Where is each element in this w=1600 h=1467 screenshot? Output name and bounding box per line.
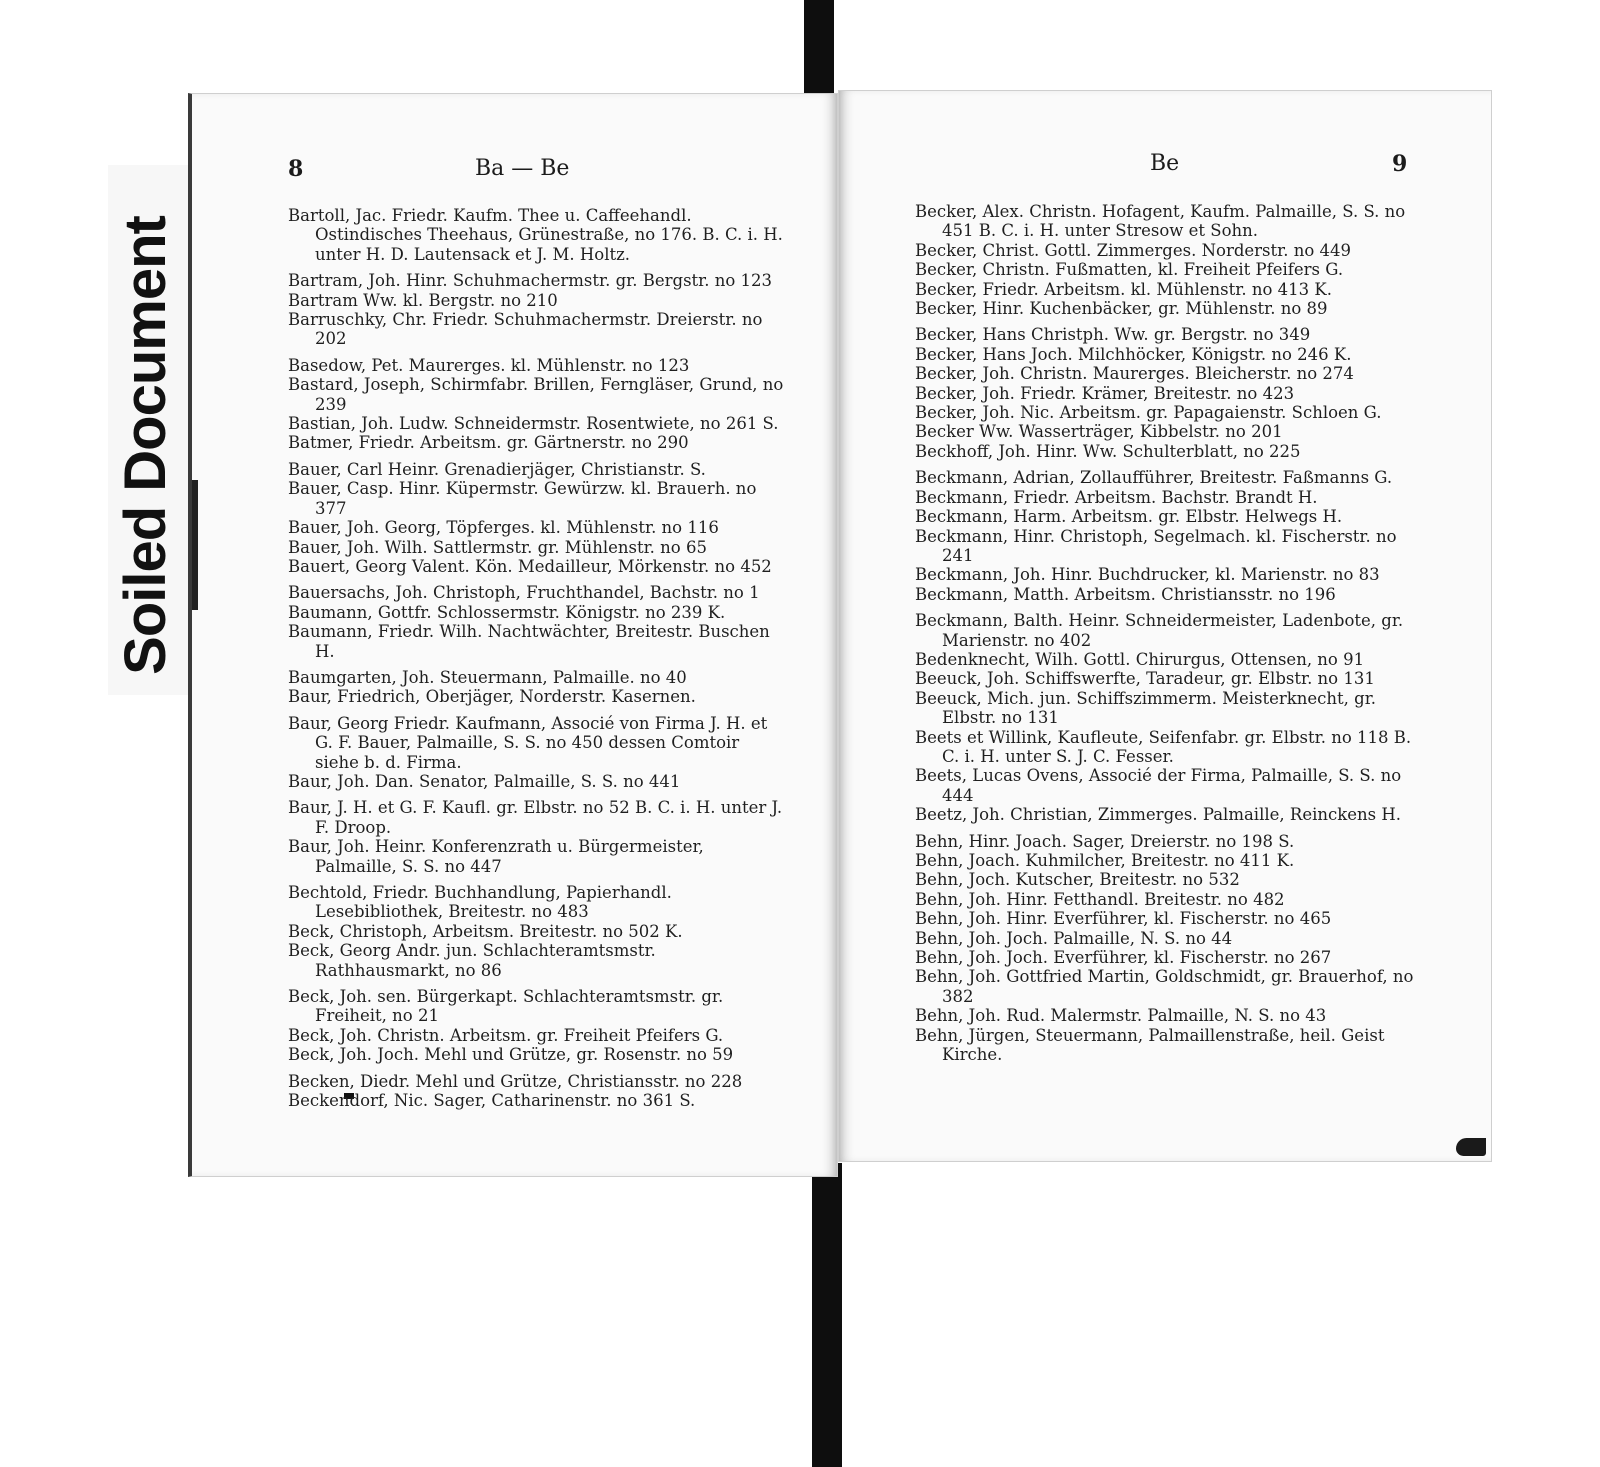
directory-entry: Batmer, Friedr. Arbeitsm. gr. Gärtnerstr. no 290 (288, 433, 689, 453)
directory-entry: Behn, Joch. Kutscher, Breitestr. no 532 (915, 870, 1240, 890)
directory-entry: Behn, Joh. Rud. Malermstr. Palmaille, N. S. no 43 (915, 1006, 1327, 1026)
directory-entry: Becker, Joh. Nic. Arbeitsm. gr. Papagaienstr. Schloen G. (915, 403, 1382, 423)
directory-entry: Behn, Joh. Joch. Palmaille, N. S. no 44 (915, 928, 1233, 948)
directory-entry: Bauer, Casp. Hinr. Küpermstr. Gewürzw. kl. Brauerh. no 377 (288, 479, 757, 518)
directory-entry: Becker, Hans Joch. Milchhöcker, Königstr. no 246 K. (915, 344, 1352, 364)
directory-entry: Bartram, Joh. Hinr. Schuhmachermstr. gr. Bergstr. no 123 (288, 271, 773, 291)
directory-entry: Becker, Hans Christph. Ww. gr. Bergstr. no 349 (915, 325, 1311, 345)
directory-entry: Baumann, Gottfr. Schlossermstr. Königstr. no 239 K. (288, 602, 726, 622)
directory-entry: Behn, Jürgen, Steuermann, Palmaillenstraße, heil. Geist Kirche. (915, 1025, 1385, 1065)
right-entry-list (915, 202, 1415, 1064)
directory-entry: Beck, Georg Andr. jun. Schlachteramtsmstr. Rathhausmarkt, no 86 (288, 941, 656, 980)
directory-entry: Bauersachs, Joh. Christoph, Fruchthandel, Bachstr. no 1 (288, 583, 760, 603)
directory-entry: Beckmann, Friedr. Arbeitsm. Bachstr. Brandt H. (915, 487, 1318, 507)
binding-strip-top (804, 0, 834, 96)
directory-entry: Beetz, Joh. Christian, Zimmerges. Palmaille, Reinckens H. (915, 805, 1401, 825)
directory-entry: Bastian, Joh. Ludw. Schneidermstr. Rosentwiete, no 261 S. (288, 414, 779, 434)
directory-entry: Baur, Joh. Dan. Senator, Palmaille, S. S. no 441 (288, 771, 681, 791)
directory-entry: Beeuck, Joh. Schiffswerfte, Taradeur, gr. Elbstr. no 131 (915, 669, 1375, 689)
directory-entry: Basedow, Pet. Maurerges. kl. Mühlenstr. no 123 (288, 355, 690, 375)
directory-entry: Baumgarten, Joh. Steuermann, Palmaille. no 40 (288, 667, 687, 687)
directory-entry: Bauer, Joh. Wilh. Sattlermstr. gr. Mühlenstr. no 65 (288, 537, 707, 557)
directory-entry: Beck, Joh. Christn. Arbeitsm. gr. Freiheit Pfeifers G. (288, 1025, 724, 1045)
directory-entry: Baur, Joh. Heinr. Konferenzrath u. Bürgermeister, Palmaille, S. S. no 447 (288, 837, 704, 876)
binding-strip-bottom (812, 1163, 842, 1467)
directory-entry: Beets, Lucas Ovens, Associé der Firma, Palmaille, S. S. no 444 (915, 766, 1402, 805)
directory-entry: Becker, Hinr. Kuchenbäcker, gr. Mühlenstr. no 89 (915, 299, 1328, 319)
directory-entry: Bastard, Joseph, Schirmfabr. Brillen, Ferngläser, Grund, no 239 (288, 375, 784, 414)
directory-entry: Becker, Alex. Christn. Hofagent, Kaufm. Palmaille, S. S. no 451 B. C. i. H. unter Stresow et Sohn. (915, 202, 1406, 241)
directory-entry: Barruschky, Chr. Friedr. Schuhmachermstr. Dreierstr. no 202 (288, 310, 763, 349)
soiled-document-stamp (100, 200, 190, 690)
directory-entry: Becker, Joh. Friedr. Krämer, Breitestr. no 423 (915, 383, 1295, 403)
directory-entry: Bauert, Georg Valent. Kön. Medailleur, Mörkenstr. no 452 (288, 556, 772, 576)
directory-entry: Bechtold, Friedr. Buchhandlung, Papierhandl. Lesebibliothek, Breitestr. no 483 (288, 883, 672, 922)
corner-stain (1456, 1138, 1486, 1156)
page-edge-shadow (192, 480, 198, 610)
directory-entry: Bartram Ww. kl. Bergstr. no 210 (288, 290, 558, 310)
directory-entry: Baur, Georg Friedr. Kaufmann, Associé von Firma J. H. et G. F. Bauer, Palmaille, S. S. no 450 dessen Comtoir siehe b. d. Firma. (288, 713, 768, 772)
directory-entry: Becker Ww. Wasserträger, Kibbelstr. no 201 (915, 422, 1283, 442)
directory-entry: Beckmann, Matth. Arbeitsm. Christiansstr. no 196 (915, 584, 1336, 604)
directory-entry: Bedenknecht, Wilh. Gottl. Chirurgus, Ottensen, no 91 (915, 649, 1365, 669)
directory-entry: Beckmann, Hinr. Christoph, Segelmach. kl. Fischerstr. no 241 (915, 526, 1397, 565)
right-running-head: Be (1150, 151, 1180, 176)
directory-entry: Becken, Diedr. Mehl und Grütze, Christiansstr. no 228 (288, 1071, 743, 1091)
left-running-head: Ba — Be (475, 156, 570, 181)
directory-entry: Behn, Joh. Hinr. Everführer, kl. Fischerstr. no 465 (915, 909, 1332, 929)
directory-entry: Behn, Joh. Gottfried Martin, Goldschmidt, gr. Brauerhof, no 382 (915, 967, 1414, 1006)
directory-entry: Beckmann, Joh. Hinr. Buchdrucker, kl. Marienstr. no 83 (915, 565, 1380, 585)
directory-entry: Beck, Joh. Joch. Mehl und Grütze, gr. Rosenstr. no 59 (288, 1045, 734, 1065)
left-entry-list (288, 206, 788, 1110)
directory-entry: Behn, Joh. Hinr. Fetthandl. Breitestr. no 482 (915, 889, 1285, 909)
directory-entry: Baumann, Friedr. Wilh. Nachtwächter, Breitestr. Buschen H. (288, 622, 770, 661)
directory-entry: Beckmann, Adrian, Zollaufführer, Breitestr. Faßmanns G. (915, 468, 1393, 488)
directory-entry: Beckmann, Harm. Arbeitsm. gr. Elbstr. Helwegs H. (915, 507, 1343, 527)
directory-entry: Becker, Joh. Christn. Maurerges. Bleicherstr. no 274 (915, 364, 1354, 384)
directory-entry: Behn, Hinr. Joach. Sager, Dreierstr. no 198 S. (915, 831, 1295, 851)
directory-entry: Beckhoff, Joh. Hinr. Ww. Schulterblatt, no 225 (915, 441, 1301, 461)
right-page-number: 9 (1392, 151, 1408, 177)
directory-entry: Becker, Friedr. Arbeitsm. kl. Mühlenstr. no 413 K. (915, 279, 1332, 299)
directory-entry: Beets et Willink, Kaufleute, Seifenfabr. gr. Elbstr. no 118 B. C. i. H. unter S. J. C. Fesser. (915, 727, 1412, 766)
directory-entry: Bauer, Joh. Georg, Töpferges. kl. Mühlenstr. no 116 (288, 518, 719, 538)
directory-entry: Baur, Friedrich, Oberjäger, Norderstr. Kasernen. (288, 687, 696, 707)
directory-entry: Beckendorf, Nic. Sager, Catharinenstr. no 361 S. (288, 1091, 696, 1111)
directory-entry: Baur, J. H. et G. F. Kaufl. gr. Elbstr. no 52 B. C. i. H. unter J. F. Droop. (288, 798, 783, 837)
directory-entry: Becker, Christ. Gottl. Zimmerges. Norderstr. no 449 (915, 240, 1352, 260)
directory-entry: Beeuck, Mich. jun. Schiffszimmerm. Meisterknecht, gr. Elbstr. no 131 (915, 688, 1377, 728)
directory-entry: Beck, Christoph, Arbeitsm. Breitestr. no 502 K. (288, 921, 683, 941)
stamp-label: Soiled Document (112, 215, 178, 675)
left-page-number: 8 (288, 156, 304, 182)
directory-entry: Behn, Joach. Kuhmilcher, Breitestr. no 411 K. (915, 851, 1295, 870)
directory-entry: Bartoll, Jac. Friedr. Kaufm. Thee u. Caffeehandl. Ostindisches Theehaus, Grünestraße, no 176. B. C. i. H. unter H. D. Lautensack et J. M. Holtz. (288, 206, 783, 264)
directory-entry: Behn, Joh. Joch. Everführer, kl. Fischerstr. no 267 (915, 948, 1332, 968)
directory-entry: Becker, Christn. Fußmatten, kl. Freiheit Pfeifers G. (915, 260, 1344, 280)
directory-entry: Beck, Joh. sen. Bürgerkapt. Schlachteramtsmstr. gr. Freiheit, no 21 (288, 987, 724, 1026)
directory-entry: Beckmann, Balth. Heinr. Schneidermeister, Ladenbote, gr. Marienstr. no 402 (915, 611, 1404, 650)
directory-entry: Bauer, Carl Heinr. Grenadierjäger, Christianstr. S. (288, 459, 706, 479)
